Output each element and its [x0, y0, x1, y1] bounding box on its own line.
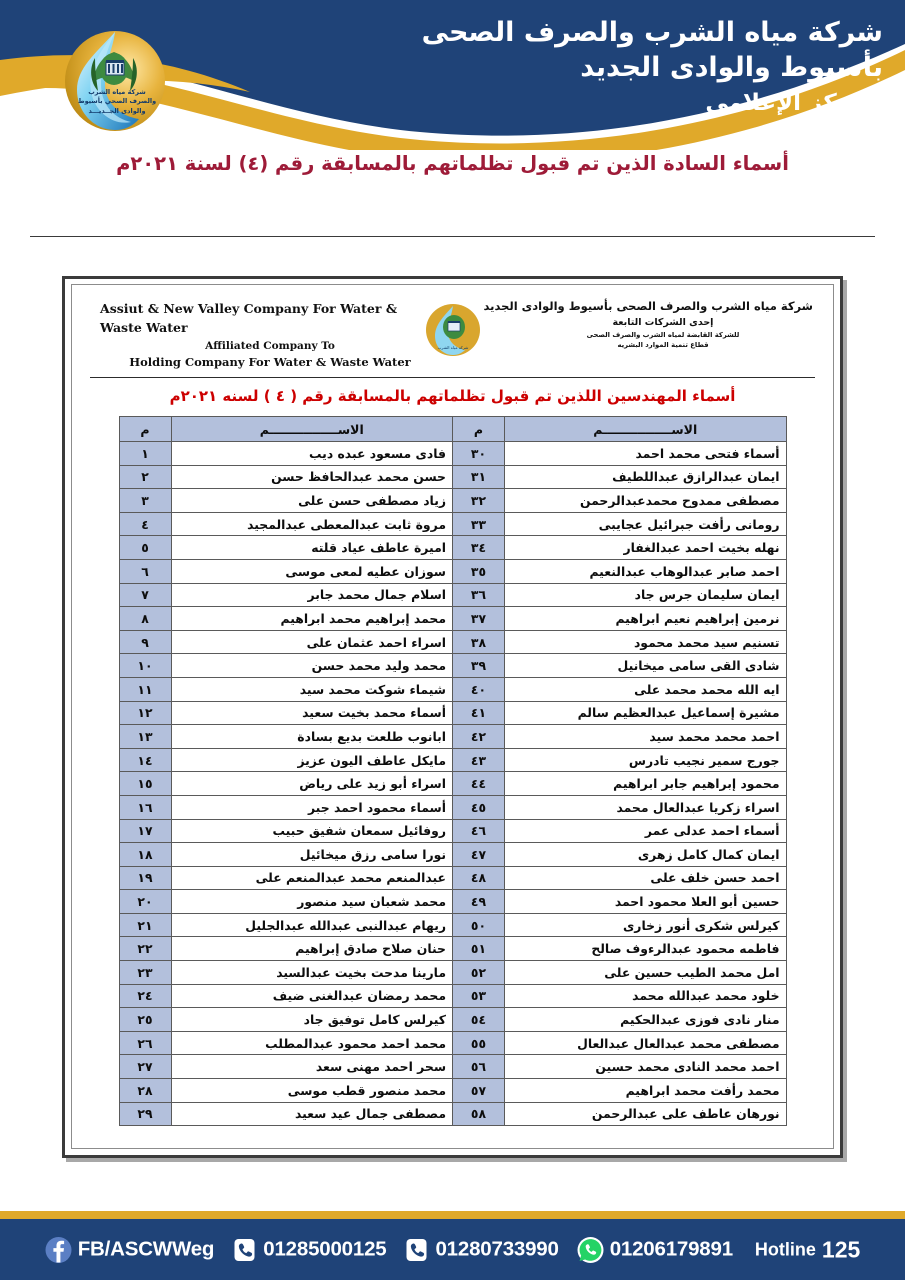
table-row [119, 748, 786, 772]
cell-num-right: ١٠ [119, 654, 171, 678]
table-row [119, 819, 786, 843]
header-name-left: الاســــــــــــــــم [505, 417, 787, 442]
cell-name-right: روفائيل سمعان شفيق حبيب [171, 819, 453, 843]
table-row [119, 866, 786, 890]
cell-name-left: مصطفى محمد عبدالعال عبدالعال [505, 1031, 787, 1055]
phone2-contact[interactable] [404, 1237, 558, 1262]
phone-number-2[interactable]: 01280733990 [435, 1237, 559, 1261]
cell-name-right: مايكل عاطف اليون عزيز [171, 748, 453, 772]
svg-text:شركة مياه الشرب: شركة مياه الشرب [437, 345, 468, 350]
company-logo [55, 20, 175, 142]
cell-name-left: حسين أبو العلا محمود احمد [505, 890, 787, 914]
names-table-container [119, 416, 787, 1126]
cell-name-left: ايمان عبدالرازق عبداللطيف [505, 465, 787, 489]
cell-num-right: ١ [119, 442, 171, 466]
cell-name-right: زياد مصطفى حسن على [171, 489, 453, 513]
cell-name-left: ايه الله محمد محمد على [505, 677, 787, 701]
cell-num-right: ٢٩ [119, 1102, 171, 1126]
banner-subtitle-media-center: المركز الإعلامي [705, 90, 883, 117]
cell-name-right: محمد وليد محمد حسن [171, 654, 453, 678]
table-row [119, 512, 786, 536]
hotline-number[interactable]: 125 [821, 1236, 861, 1262]
letterhead-english [100, 299, 440, 372]
water-droplet-globe-icon [55, 20, 175, 142]
logo-caption [58, 88, 176, 116]
cell-num-right: ٦ [119, 559, 171, 583]
cell-name-right: مروة ثابت عبدالمعطى عبدالمجيد [171, 512, 453, 536]
cell-num-left: ٤٣ [453, 748, 505, 772]
cell-name-right: حنان صلاح صادق إبراهيم [171, 937, 453, 961]
whatsapp-contact[interactable] [577, 1236, 733, 1263]
cell-num-left: ٤٨ [453, 866, 505, 890]
cell-num-right: ١٣ [119, 725, 171, 749]
cell-num-left: ٥٣ [453, 984, 505, 1008]
footer-gold-strip [0, 1211, 905, 1219]
cell-num-right: ١٢ [119, 701, 171, 725]
cell-name-right: محمد شعبان سيد منصور [171, 890, 453, 914]
table-row [119, 559, 786, 583]
letterhead-seal-icon [410, 303, 496, 359]
cell-num-left: ٣٣ [453, 512, 505, 536]
cell-num-right: ٤ [119, 512, 171, 536]
table-row [119, 1102, 786, 1126]
cell-name-right: اميرة عاطف عياد قلته [171, 536, 453, 560]
page-banner [0, 0, 905, 150]
whatsapp-icon[interactable] [577, 1236, 604, 1263]
cell-num-right: ٢٥ [119, 1008, 171, 1032]
cell-name-right: ابانوب طلعت بديع بسادة [171, 725, 453, 749]
cell-name-left: احمد حسن خلف على [505, 866, 787, 890]
phone-icon[interactable] [404, 1237, 429, 1262]
cell-num-left: ٣٨ [453, 630, 505, 654]
cell-num-right: ١١ [119, 677, 171, 701]
cell-num-right: ٥ [119, 536, 171, 560]
document-page [71, 284, 834, 1149]
cell-name-right: محمد رمضان عبدالغنى ضيف [171, 984, 453, 1008]
cell-name-left: نورهان عاطف على عبدالرحمن [505, 1102, 787, 1126]
hotline-contact[interactable] [751, 1236, 860, 1263]
cell-num-left: ٥٠ [453, 913, 505, 937]
accepted-grievances-table [119, 416, 787, 1126]
cell-name-right: محمد منصور قطب موسى [171, 1079, 453, 1103]
table-row [119, 961, 786, 985]
table-row [119, 1008, 786, 1032]
cell-name-right: عبدالمنعم محمد عبدالمنعم على [171, 866, 453, 890]
cell-name-left: ايمان سليمان جرس جاد [505, 583, 787, 607]
cell-num-left: ٥٧ [453, 1079, 505, 1103]
cell-num-right: ٧ [119, 583, 171, 607]
table-row [119, 772, 786, 796]
letterhead-ar-line-4: قطاع تنمية الموارد البشريه [617, 341, 709, 349]
cell-num-right: ١٤ [119, 748, 171, 772]
cell-num-left: ٥٦ [453, 1055, 505, 1079]
cell-name-left: محمود إبراهيم جابر ابراهيم [505, 772, 787, 796]
footer-contacts [0, 1236, 905, 1263]
title-divider [30, 236, 875, 237]
header-num-left: م [453, 417, 505, 442]
cell-name-right: أسماء محمد بخيت سعيد [171, 701, 453, 725]
cell-num-left: ٥٢ [453, 961, 505, 985]
cell-num-right: ٢٣ [119, 961, 171, 985]
cell-name-right: ريهام عبدالنبى عبدالله عبدالجليل [171, 913, 453, 937]
cell-name-right: سوزان عطيه لمعى موسى [171, 559, 453, 583]
table-row [119, 890, 786, 914]
scanned-document [62, 276, 843, 1158]
letterhead-ar-line-3: للشركة القابضة لمياه الشرب والصرف الصحى [586, 331, 740, 339]
cell-name-right: كيرلس كامل توفيق جاد [171, 1008, 453, 1032]
letterhead-ar-line-2: إحدى الشركات التابعة [612, 317, 714, 328]
cell-name-left: محمد رأفت محمد ابراهيم [505, 1079, 787, 1103]
logo-caption-line-2: والصرف الصحي بأسيوط [77, 97, 157, 106]
cell-name-left: احمد محمد النادى محمد حسين [505, 1055, 787, 1079]
cell-num-right: ٨ [119, 607, 171, 631]
table-header-row [119, 417, 786, 442]
table-row [119, 1055, 786, 1079]
cell-num-right: ١٦ [119, 795, 171, 819]
cell-name-left: ايمان كمال كامل زهرى [505, 843, 787, 867]
cell-name-right: مصطفى جمال عيد سعيد [171, 1102, 453, 1126]
cell-name-right: اسراء أبو زيد على رياض [171, 772, 453, 796]
logo-caption-line-1: شركة مياه الشرب [88, 88, 146, 96]
cell-name-left: أسماء احمد عدلى عمر [505, 819, 787, 843]
cell-num-left: ٤١ [453, 701, 505, 725]
cell-num-left: ٣٦ [453, 583, 505, 607]
letterhead-en-line-3: Holding Company For Water & Waste Water [129, 355, 411, 370]
cell-num-left: ٤٥ [453, 795, 505, 819]
table-row [119, 701, 786, 725]
cell-name-right: محمد إبراهيم محمد ابراهيم [171, 607, 453, 631]
table-row [119, 677, 786, 701]
cell-num-left: ٤٧ [453, 843, 505, 867]
cell-name-left: شادى القى سامى ميخانيل [505, 654, 787, 678]
cell-name-left: فاطمه محمود عبدالرءوف صالح [505, 937, 787, 961]
table-row [119, 583, 786, 607]
cell-name-right: أسماء محمود احمد جبر [171, 795, 453, 819]
facebook-contact[interactable] [45, 1236, 215, 1263]
table-row [119, 843, 786, 867]
cell-num-left: ٣٢ [453, 489, 505, 513]
cell-name-left: اسراء زكريا عبدالعال محمد [505, 795, 787, 819]
cell-name-left: مصطفى ممدوح محمدعبدالرحمن [505, 489, 787, 513]
cell-num-left: ٣٥ [453, 559, 505, 583]
cell-name-right: محمد احمد محمود عبدالمطلب [171, 1031, 453, 1055]
cell-name-left: جورج سمير نجيب تادرس [505, 748, 787, 772]
cell-name-left: كيرلس شكرى أنور زخارى [505, 913, 787, 937]
logo-caption-line-3: والوادى الجــديـــد [88, 106, 146, 115]
table-row [119, 465, 786, 489]
letterhead [88, 299, 817, 371]
cell-num-right: ٢٤ [119, 984, 171, 1008]
facebook-handle[interactable]: FB/ASCWWeg [77, 1237, 215, 1261]
cell-num-left: ٥١ [453, 937, 505, 961]
cell-num-right: ٢٧ [119, 1055, 171, 1079]
cell-num-left: ٥٥ [453, 1031, 505, 1055]
cell-num-right: ٩ [119, 630, 171, 654]
table-body [119, 442, 786, 1126]
cell-name-right: اسلام جمال محمد جابر [171, 583, 453, 607]
table-row [119, 630, 786, 654]
cell-num-left: ٣٠ [453, 442, 505, 466]
cell-num-left: ٤٩ [453, 890, 505, 914]
letterhead-arabic [483, 299, 813, 349]
cell-name-left: احمد صابر عبدالوهاب عبدالنعيم [505, 559, 787, 583]
cell-num-right: ٢٦ [119, 1031, 171, 1055]
page-footer [0, 1219, 905, 1280]
table-row [119, 607, 786, 631]
cell-num-right: ١٥ [119, 772, 171, 796]
cell-num-right: ٢٨ [119, 1079, 171, 1103]
cell-num-right: ١٨ [119, 843, 171, 867]
cell-name-right: شيماء شوكت محمد سيد [171, 677, 453, 701]
cell-num-left: ٣٧ [453, 607, 505, 631]
table-row [119, 489, 786, 513]
cell-num-left: ٤٢ [453, 725, 505, 749]
cell-name-right: اسراء احمد عثمان على [171, 630, 453, 654]
banner-title-line-2: بأسيوط والوادى الجديد [580, 51, 883, 83]
cell-name-left: منار نادى فوزى عبدالحكيم [505, 1008, 787, 1032]
cell-name-left: نهله بخيت احمد عبدالغفار [505, 536, 787, 560]
header-num-right: م [119, 417, 171, 442]
table-row [119, 442, 786, 466]
cell-name-left: نرمين إبراهيم نعيم ابراهيم [505, 607, 787, 631]
cell-num-left: ٣٩ [453, 654, 505, 678]
cell-name-left: مشيرة إسماعيل عبدالعظيم سالم [505, 701, 787, 725]
page-title: أسماء السادة الذين تم قبول تظلماتهم بالمسابقة رقم (٤) لسنة ٢٠٢١م [116, 152, 789, 175]
letterhead-en-line-2: Affiliated Company To [205, 339, 335, 352]
cell-name-left: احمد محمد محمد سيد [505, 725, 787, 749]
facebook-icon[interactable] [45, 1236, 72, 1263]
cell-num-left: ٣١ [453, 465, 505, 489]
letterhead-en-line-1: Assiut & New Valley Company For Water & Waste Water [100, 301, 398, 336]
cell-num-right: ١٧ [119, 819, 171, 843]
cell-num-left: ٤٦ [453, 819, 505, 843]
cell-name-right: مارينا مدحت بخيت عبدالسيد [171, 961, 453, 985]
cell-name-left: رومانى رأفت جبرائيل عجايبى [505, 512, 787, 536]
cell-num-right: ٢٢ [119, 937, 171, 961]
cell-name-right: فادى مسعود عبده ديب [171, 442, 453, 466]
table-row [119, 795, 786, 819]
table-row [119, 725, 786, 749]
table-row [119, 913, 786, 937]
table-row [119, 1031, 786, 1055]
phone-icon[interactable] [232, 1237, 257, 1262]
table-row [119, 937, 786, 961]
banner-title-block [323, 16, 883, 119]
cell-name-left: تسنيم سيد محمد محمود [505, 630, 787, 654]
cell-num-right: ٣ [119, 489, 171, 513]
cell-name-left: أسماء فتحى محمد احمد [505, 442, 787, 466]
cell-num-right: ١٩ [119, 866, 171, 890]
phone1-contact[interactable] [232, 1237, 386, 1262]
table-row [119, 984, 786, 1008]
cell-name-right: سحر احمد مهنى سعد [171, 1055, 453, 1079]
cell-num-left: ٥٨ [453, 1102, 505, 1126]
cell-num-right: ٢١ [119, 913, 171, 937]
header-name-right: الاســــــــــــــــم [171, 417, 453, 442]
cell-num-left: ٥٤ [453, 1008, 505, 1032]
cell-name-left: امل محمد الطيب حسين على [505, 961, 787, 985]
cell-num-left: ٤٤ [453, 772, 505, 796]
cell-name-right: نورا سامى رزق ميخائيل [171, 843, 453, 867]
phone-number-1[interactable]: 01285000125 [263, 1237, 387, 1261]
hotline-label: Hotline [754, 1239, 816, 1259]
banner-title-line-1: شركة مياه الشرب والصرف الصحى [421, 17, 883, 48]
cell-num-left: ٣٤ [453, 536, 505, 560]
cell-num-left: ٤٠ [453, 677, 505, 701]
letterhead-divider [90, 377, 815, 378]
table-row [119, 1079, 786, 1103]
letterhead-ar-line-1: شركة مياه الشرب والصرف الصحى بأسيوط والوادى الجديد [483, 299, 813, 313]
table-row [119, 536, 786, 560]
cell-name-left: خلود محمد عبدالله محمد [505, 984, 787, 1008]
cell-num-right: ٢ [119, 465, 171, 489]
cell-num-right: ٢٠ [119, 890, 171, 914]
whatsapp-number[interactable]: 01206179891 [609, 1237, 733, 1261]
cell-name-right: حسن محمد عبدالحافظ حسن [171, 465, 453, 489]
table-head [119, 417, 786, 442]
document-title: أسماء المهندسين اللذين تم قبول تظلماتهم بالمسابقة رقم ( ٤ ) لسنه ٢٠٢١م [169, 387, 736, 405]
table-row [119, 654, 786, 678]
